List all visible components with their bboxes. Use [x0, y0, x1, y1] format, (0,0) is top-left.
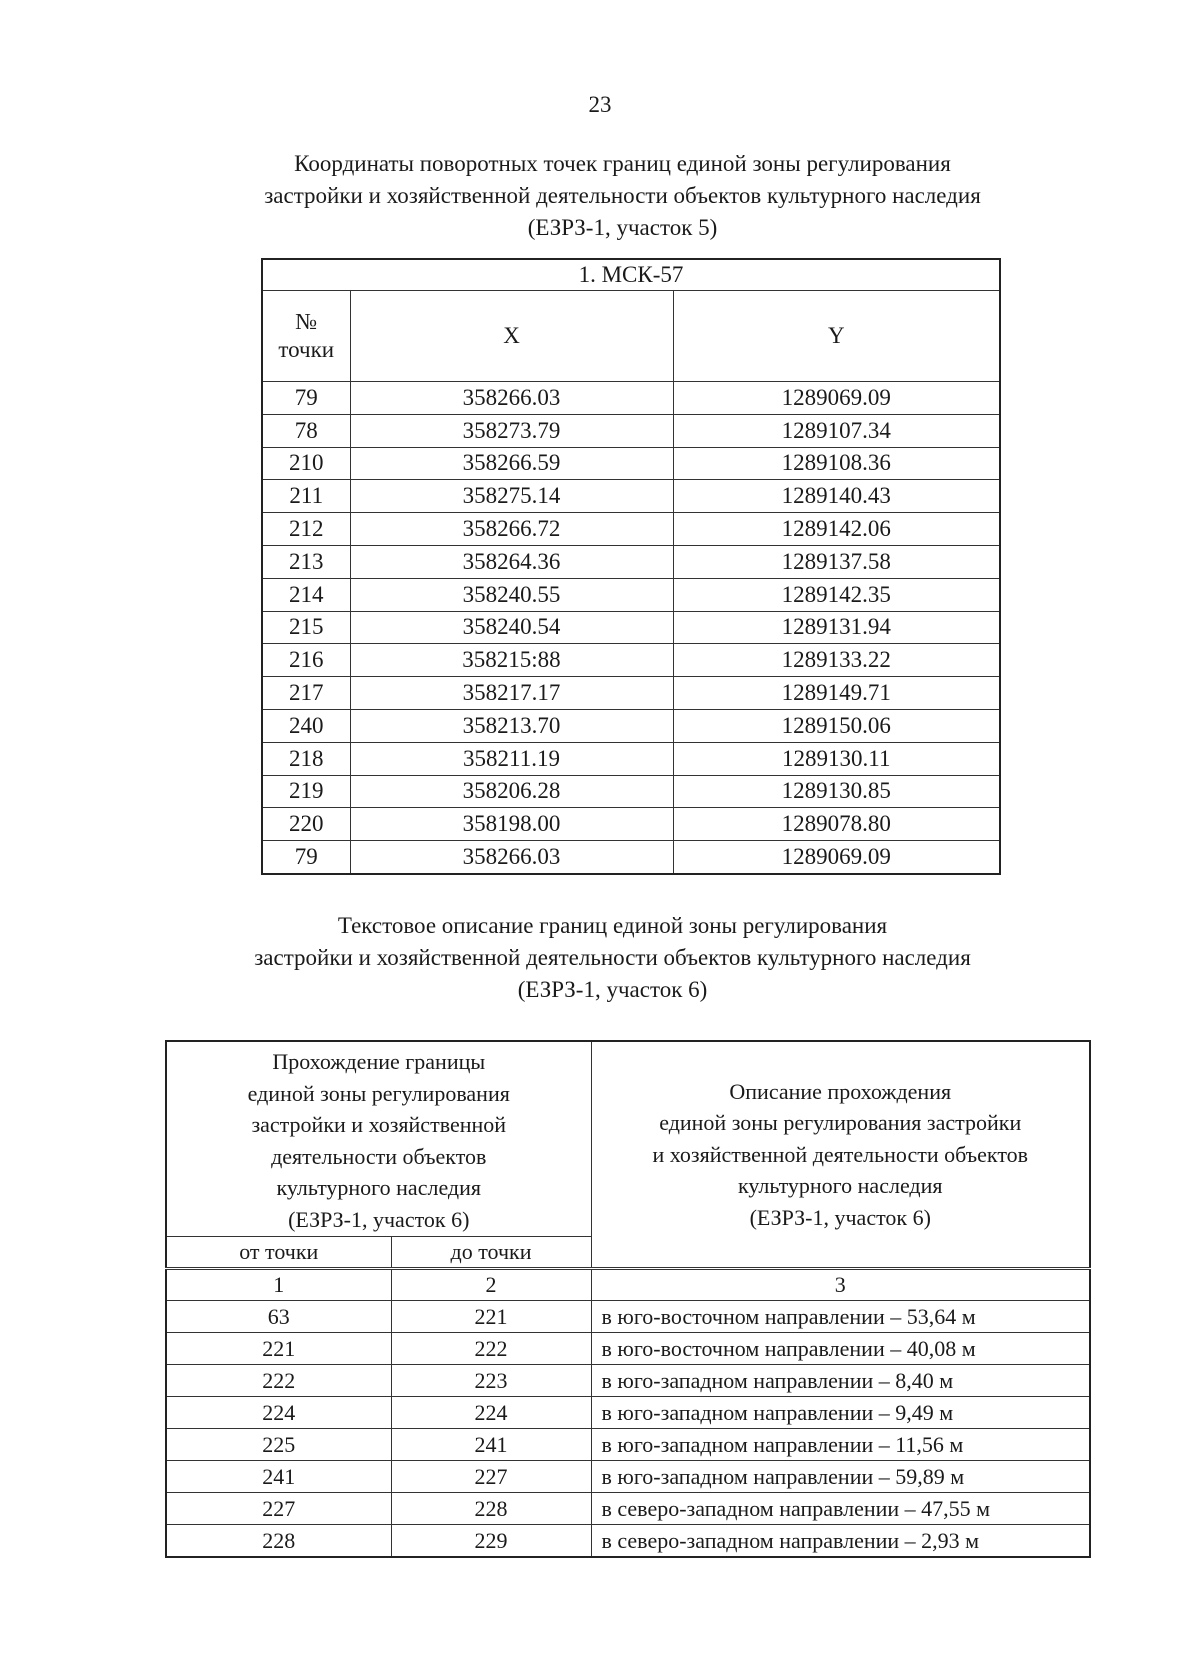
x-coordinate-cell: 358206.28: [350, 775, 673, 808]
direction-description-cell: в юго-западном направлении – 59,89 м: [591, 1461, 1090, 1493]
table-row: [262, 841, 1000, 874]
direction-description-cell: в юго-западном направлении – 9,49 м: [591, 1397, 1090, 1429]
point-number-cell: 79: [262, 841, 350, 874]
description-body: [166, 1301, 1090, 1558]
table-row: [262, 808, 1000, 841]
table-row: [262, 709, 1000, 742]
header-line: (ЕЗРЗ-1, участок 6): [749, 1204, 931, 1230]
y-coordinate-cell: 1289108.36: [673, 447, 1000, 480]
to-point-cell: 221: [391, 1301, 591, 1333]
table-row: [262, 578, 1000, 611]
point-number-cell: 211: [262, 480, 350, 513]
table-header-row: [166, 1041, 1090, 1237]
from-point-header: от точки: [166, 1237, 391, 1269]
header-line: Описание прохождения: [729, 1078, 952, 1104]
column-number-row: [166, 1269, 1090, 1301]
table-row: [262, 414, 1000, 447]
x-coordinate-cell: 358240.54: [350, 611, 673, 644]
point-number-cell: 218: [262, 742, 350, 775]
y-coordinate-cell: 1289069.09: [673, 841, 1000, 874]
y-coordinate-cell: 1289142.06: [673, 513, 1000, 546]
table-row: [166, 1429, 1090, 1461]
point-number-cell: 215: [262, 611, 350, 644]
table-row: [166, 1333, 1090, 1365]
point-number-cell: 240: [262, 709, 350, 742]
from-point-cell: 63: [166, 1301, 391, 1333]
point-number-cell: 210: [262, 447, 350, 480]
x-coordinate-cell: 358240.55: [350, 578, 673, 611]
table-row: [262, 775, 1000, 808]
from-point-cell: 228: [166, 1525, 391, 1558]
x-coordinate-cell: 358266.59: [350, 447, 673, 480]
header-line: культурного наследия: [738, 1173, 943, 1199]
header-line: единой зоны регулирования застройки: [659, 1110, 1022, 1136]
y-header: Y: [673, 291, 1000, 382]
point-number-cell: 216: [262, 644, 350, 677]
to-point-cell: 227: [391, 1461, 591, 1493]
table-row: [262, 382, 1000, 415]
header-line: деятельности объектов: [271, 1143, 487, 1169]
table-row: [262, 480, 1000, 513]
y-coordinate-cell: 1289078.80: [673, 808, 1000, 841]
x-coordinate-cell: 358264.36: [350, 545, 673, 578]
passage-description-header: [591, 1041, 1090, 1269]
boundary-passage-header: [166, 1041, 591, 1237]
heading-line: Координаты поворотных точек границ единой зоны регулирования: [294, 151, 951, 176]
point-number-cell: 217: [262, 677, 350, 710]
point-number-cell: 220: [262, 808, 350, 841]
x-coordinate-cell: 358273.79: [350, 414, 673, 447]
x-coordinate-cell: 358213.70: [350, 709, 673, 742]
heading-line: (ЕЗРЗ-1, участок 5): [527, 215, 718, 240]
from-point-cell: 224: [166, 1397, 391, 1429]
point-number-header: [262, 291, 350, 382]
header-line: Прохождение границы: [272, 1049, 486, 1074]
x-coordinate-cell: 358215:88: [350, 644, 673, 677]
point-number-cell: 212: [262, 513, 350, 546]
from-point-cell: 221: [166, 1333, 391, 1365]
y-coordinate-cell: 1289150.06: [673, 709, 1000, 742]
y-coordinate-cell: 1289140.43: [673, 480, 1000, 513]
point-number-header-symbol: №: [295, 309, 318, 334]
y-coordinate-cell: 1289142.35: [673, 578, 1000, 611]
description-heading: [0, 910, 1200, 1006]
point-number-header-word: точки: [278, 337, 335, 362]
heading-line: Текстовое описание границ единой зоны регулирования: [337, 913, 888, 938]
to-point-cell: 224: [391, 1397, 591, 1429]
direction-description-cell: в юго-западном направлении – 8,40 м: [591, 1365, 1090, 1397]
table-row: [166, 1301, 1090, 1333]
table-row: [262, 742, 1000, 775]
table-row: [262, 545, 1000, 578]
y-coordinate-cell: 1289130.11: [673, 742, 1000, 775]
x-coordinate-cell: 358275.14: [350, 480, 673, 513]
to-point-header: до точки: [391, 1237, 591, 1269]
column-number: 3: [591, 1269, 1090, 1301]
coordinates-body: [262, 382, 1000, 874]
direction-description-cell: в юго-восточном направлении – 53,64 м: [591, 1301, 1090, 1333]
x-header: X: [350, 291, 673, 382]
to-point-cell: 222: [391, 1333, 591, 1365]
direction-description-cell: в юго-западном направлении – 11,56 м: [591, 1429, 1090, 1461]
direction-description-cell: в северо-западном направлении – 47,55 м: [591, 1493, 1090, 1525]
y-coordinate-cell: 1289069.09: [673, 382, 1000, 415]
x-coordinate-cell: 358211.19: [350, 742, 673, 775]
direction-description-cell: в юго-восточном направлении – 40,08 м: [591, 1333, 1090, 1365]
heading-line: (ЕЗРЗ-1, участок 6): [517, 977, 708, 1002]
table-row: [262, 447, 1000, 480]
coord-system-label: 1. МСК-57: [262, 259, 1000, 291]
point-number-cell: 213: [262, 545, 350, 578]
table-row: [166, 1493, 1090, 1525]
x-coordinate-cell: 358266.03: [350, 382, 673, 415]
table-row: [262, 611, 1000, 644]
table-row: [262, 677, 1000, 710]
to-point-cell: 241: [391, 1429, 591, 1461]
to-point-cell: 228: [391, 1493, 591, 1525]
point-number-cell: 78: [262, 414, 350, 447]
coord-system-row: [262, 259, 1000, 291]
y-coordinate-cell: 1289149.71: [673, 677, 1000, 710]
y-coordinate-cell: 1289107.34: [673, 414, 1000, 447]
x-coordinate-cell: 358198.00: [350, 808, 673, 841]
page-number: 23: [588, 92, 612, 117]
boundary-description-table: [165, 1040, 1091, 1558]
to-point-cell: 229: [391, 1525, 591, 1558]
x-coordinate-cell: 358266.72: [350, 513, 673, 546]
table-row: [166, 1461, 1090, 1493]
y-coordinate-cell: 1289131.94: [673, 611, 1000, 644]
header-line: культурного наследия: [276, 1175, 481, 1200]
header-line: (ЕЗРЗ-1, участок 6): [288, 1206, 470, 1232]
header-line: и хозяйственной деятельности объектов: [652, 1141, 1029, 1167]
heading-line: застройки и хозяйственной деятельности объектов культурного наследия: [264, 183, 981, 208]
x-coordinate-cell: 358266.03: [350, 841, 673, 874]
coordinates-heading: [0, 148, 1200, 244]
column-number: 2: [391, 1269, 591, 1301]
point-number-cell: 219: [262, 775, 350, 808]
header-line: единой зоны регулирования: [247, 1080, 510, 1106]
table-row: [262, 513, 1000, 546]
table-row: [166, 1365, 1090, 1397]
table-row: [166, 1525, 1090, 1558]
y-coordinate-cell: 1289137.58: [673, 545, 1000, 578]
table-row: [166, 1397, 1090, 1429]
direction-description-cell: в северо-западном направлении – 2,93 м: [591, 1525, 1090, 1558]
y-coordinate-cell: 1289133.22: [673, 644, 1000, 677]
table-row: [262, 644, 1000, 677]
from-point-cell: 227: [166, 1493, 391, 1525]
from-point-cell: 225: [166, 1429, 391, 1461]
coordinates-table: [261, 258, 1001, 875]
heading-line: застройки и хозяйственной деятельности объектов культурного наследия: [254, 945, 971, 970]
from-point-cell: 241: [166, 1461, 391, 1493]
table-header-row: [262, 291, 1000, 382]
from-point-cell: 222: [166, 1365, 391, 1397]
x-coordinate-cell: 358217.17: [350, 677, 673, 710]
point-number-cell: 79: [262, 382, 350, 415]
column-number: 1: [166, 1269, 391, 1301]
point-number-cell: 214: [262, 578, 350, 611]
to-point-cell: 223: [391, 1365, 591, 1397]
y-coordinate-cell: 1289130.85: [673, 775, 1000, 808]
header-line: застройки и хозяйственной: [251, 1112, 507, 1137]
